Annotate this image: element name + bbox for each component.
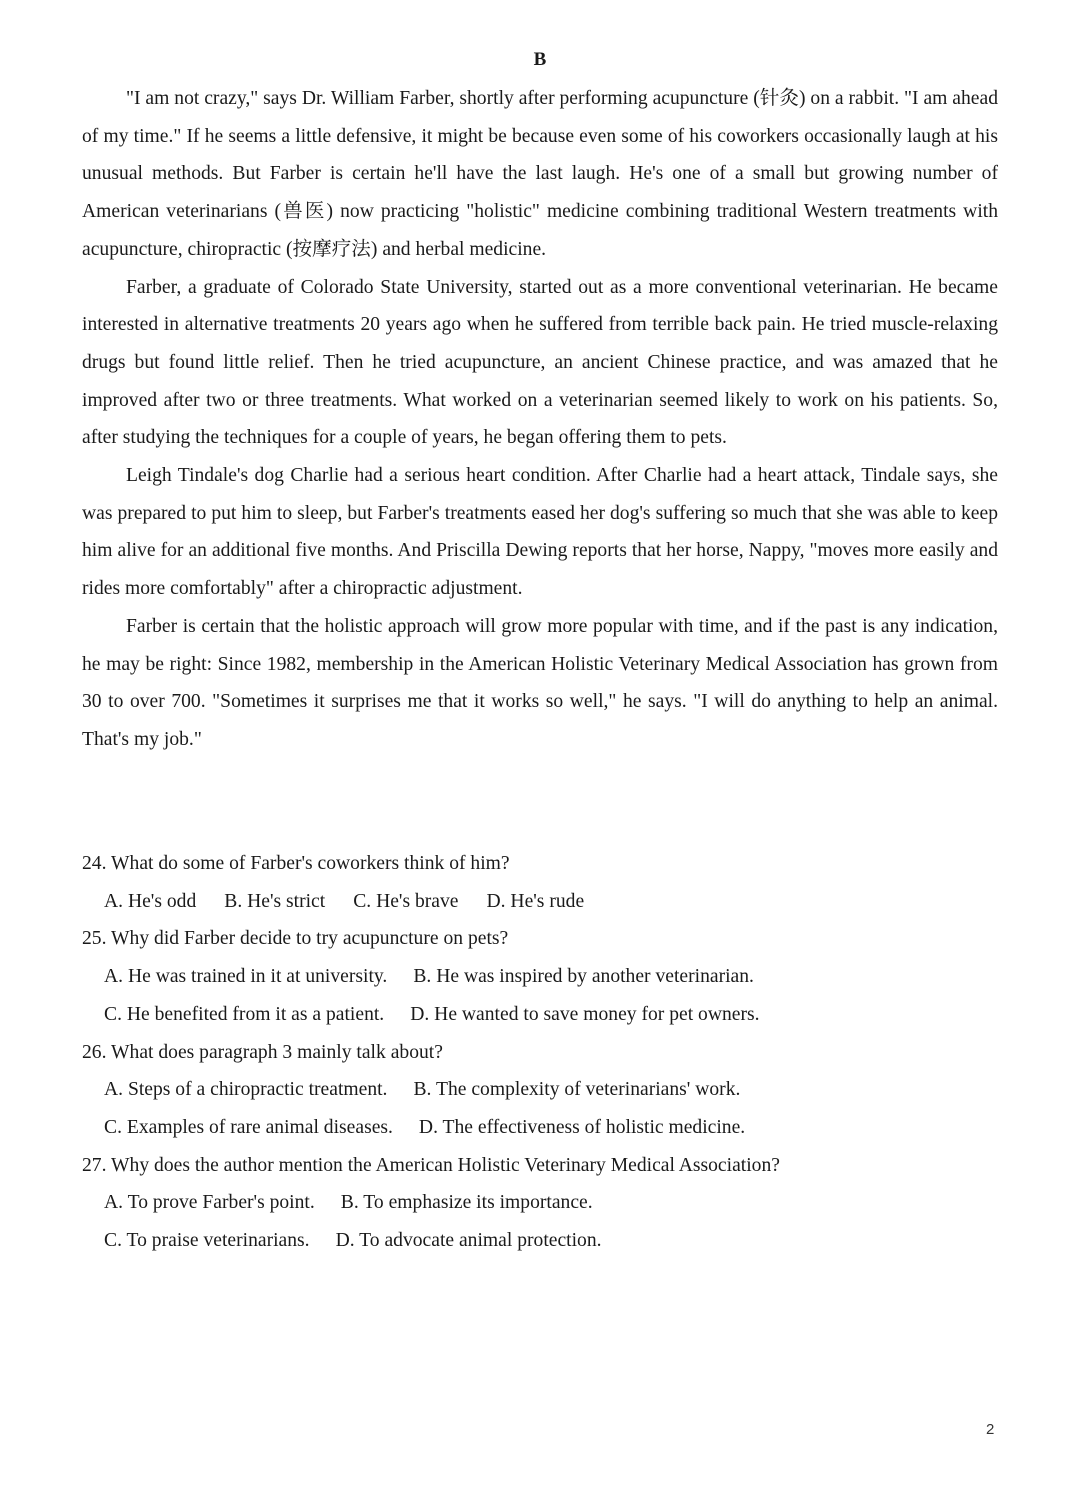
page-number: 2 [986, 1421, 995, 1438]
option-row [82, 996, 998, 1034]
option-row [82, 1222, 998, 1260]
section-heading: B [533, 49, 547, 70]
passage-paragraph-1: "I am not crazy," says Dr. William Farber, shortly after performing acupuncture (针灸) on a rabbit. "I am ahead of my time." If he seems a little defensive, it might be because even some of his coworkers occasionally laugh at his unusual methods. But Farber is certain he'll have the last laugh. He's one of a small but growing number of American veterinarians (兽医) now practicing "holistic" medicine combining traditional Western treatments with acupuncture, chiropractic (按摩疗法) and herbal medicine. [82, 88, 998, 260]
option-d[interactable]: D. He's rude [486, 890, 585, 912]
passage-paragraph-3: Leigh Tindale's dog Charlie had a serious heart condition. After Charlie had a heart attack, Tindale says, she was prepared to put him to sleep, but Farber's treatments eased her dog's suffering so much that she was able to keep him alive for an additional five months. And Priscilla Dewing reports that her horse, Nappy, "moves more easily and rides more comfortably" after a chiropractic adjustment. [82, 465, 998, 600]
question-25 [82, 920, 998, 1033]
option-row [82, 1184, 998, 1222]
option-c[interactable]: C. Examples of rare animal diseases. [104, 1116, 393, 1138]
option-a[interactable]: A. To prove Farber's point. [104, 1192, 315, 1214]
option-row [82, 958, 998, 996]
question-stem: 25. Why did Farber decide to try acupuncture on pets? [82, 928, 509, 950]
option-row [82, 1109, 998, 1147]
question-stem: 27. Why does the author mention the American Holistic Veterinary Medical Association? [82, 1154, 780, 1176]
option-b[interactable]: B. To emphasize its importance. [340, 1192, 593, 1214]
option-d[interactable]: D. To advocate animal protection. [335, 1230, 602, 1252]
option-c[interactable]: C. To praise veterinarians. [104, 1230, 310, 1252]
option-c[interactable]: C. He benefited from it as a patient. [104, 1003, 385, 1025]
question-26 [82, 1034, 998, 1147]
question-list [82, 845, 998, 1260]
option-row [82, 1071, 998, 1109]
option-d[interactable]: D. The effectiveness of holistic medicine. [418, 1116, 746, 1138]
question-27 [82, 1147, 998, 1260]
option-b[interactable]: B. He was inspired by another veterinarian. [413, 966, 754, 988]
reading-passage [82, 80, 998, 759]
question-stem: 24. What do some of Farber's coworkers think of him? [82, 853, 510, 874]
question-24 [82, 845, 998, 920]
option-a[interactable]: A. Steps of a chiropractic treatment. [104, 1079, 388, 1101]
passage-paragraph-2: Farber, a graduate of Colorado State University, started out as a more conventional veterinarian. He became interested in alternative treatments 20 years ago when he suffered from terrible back pain. He tried muscle-relaxing drugs but found little relief. Then he tried acupuncture, an ancient Chinese practice, and was amazed that he improved after two or three treatments. What worked on a veterinarian seemed likely to work on his patients. So, after studying the techniques for a couple of years, he began offering them to pets. [82, 276, 998, 449]
option-a[interactable]: A. He was trained in it at university. [104, 966, 388, 988]
option-row [82, 883, 998, 921]
option-c[interactable]: C. He's brave [353, 890, 459, 912]
option-a[interactable]: A. He's odd [104, 890, 197, 912]
option-b[interactable]: B. He's strict [224, 890, 326, 912]
option-d[interactable]: D. He wanted to save money for pet owners. [410, 1003, 760, 1025]
option-b[interactable]: B. The complexity of veterinarians' work. [413, 1079, 741, 1101]
passage-paragraph-4: Farber is certain that the holistic approach will grow more popular with time, and if the past is any indication, he may be right: Since 1982, membership in the American Holistic Veterinary Medical Association has grown from 30 to over 700. "Sometimes it surprises me that it works so well," he says. "I will do anything to help an animal. That's my job." [82, 615, 998, 750]
question-stem: 26. What does paragraph 3 mainly talk about? [82, 1041, 443, 1063]
